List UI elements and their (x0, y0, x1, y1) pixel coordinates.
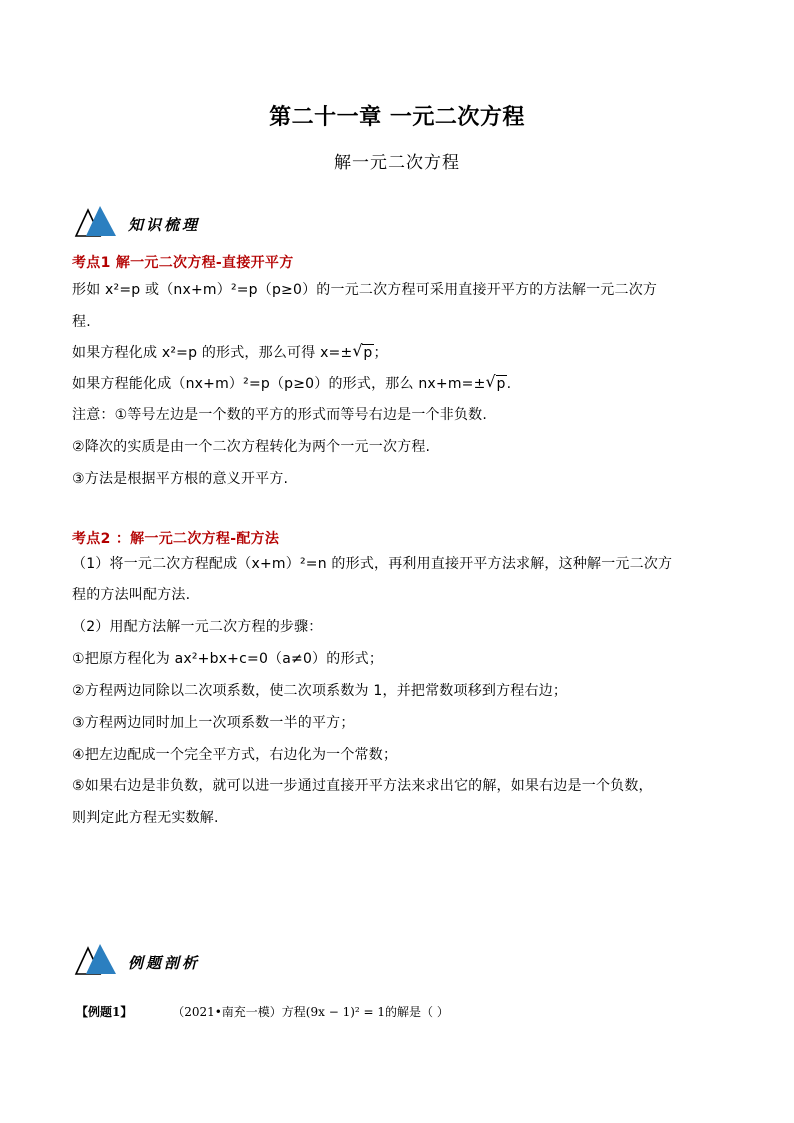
kp2-line: （1）将一元二次方程配成（x+m）²=n 的形式，再利用直接开平方法求解，这种解一元二次方 (72, 556, 673, 572)
chapter-subtitle: 解一元二次方程 (334, 153, 460, 173)
kp1-line: 程. (72, 314, 91, 330)
kp1-line-text: 如果方程能化成（nx+m）²=p（p≥0）的形式，那么 nx+m=± (72, 376, 486, 392)
kp1-line-root-1 (72, 343, 388, 363)
kp1-line-root-2 (72, 374, 511, 394)
kp1-line: 形如 x²=p 或（nx+m）²=p（p≥0）的一元二次方程可采用直接开平方的方法解一元二次方 (72, 282, 658, 298)
kp2-line: ①把原方程化为 ax²+bx+c=0（a≠0）的形式； (72, 651, 384, 667)
kp1-line-tail: . (506, 376, 512, 392)
section-knowledge-label: 知识梳理 (128, 216, 201, 234)
kp1-line: ③方法是根据平方根的意义开平方. (72, 471, 289, 487)
sqrt-radicand: p (363, 345, 373, 361)
kp2-title: 考点2 ：解一元二次方程-配方法 (72, 531, 280, 547)
kp2-line: 程的方法叫配方法. (72, 587, 191, 603)
example-1 (76, 1003, 449, 1020)
sqrt-symbol: √ p (485, 372, 506, 392)
kp2-line: ③方程两边同时加上一次项系数一半的平方； (72, 715, 355, 731)
kp2-line: ⑤如果右边是非负数，就可以进一步通过直接开平方法来求出它的解，如果右边是一个负数， (72, 778, 653, 794)
kp1-line: ②降次的实质是由一个二次方程转化为两个一元一次方程. (72, 439, 431, 455)
kp1-line: 注意：①等号左边是一个数的平方的形式而等号右边是一个非负数. (72, 407, 487, 423)
sqrt-radicand: p (496, 376, 506, 392)
section-examples-header (74, 942, 374, 978)
kp2-line: 则判定此方程无实数解. (72, 810, 219, 826)
section-examples-label: 例题剖析 (128, 954, 201, 972)
section-knowledge-header (74, 204, 374, 240)
kp1-line-text: 如果方程化成 x²=p 的形式，那么可得 x=± (72, 345, 353, 361)
example-question: （2021•南充一模）方程(9x − 1)² = 1的解是（ ） (172, 1005, 449, 1019)
chapter-title: 第二十一章 一元二次方程 (269, 105, 525, 130)
kp2-line: ④把左边配成一个完全平方式，右边化为一个常数； (72, 747, 398, 763)
kp2-line: （2）用配方法解一元二次方程的步骤： (72, 619, 323, 635)
example-tag: 【例题1】 (76, 1005, 133, 1019)
kp2-line: ②方程两边同除以二次项系数，使二次项系数为 1，并把常数项移到方程右边； (72, 683, 568, 699)
kp1-line-tail: ； (373, 345, 388, 361)
triangle-logo-icon (74, 942, 122, 976)
kp1-title: 考点1 解一元二次方程-直接开平方 (72, 255, 294, 271)
sqrt-symbol: √ p (352, 341, 373, 361)
triangle-logo-icon (74, 204, 122, 238)
